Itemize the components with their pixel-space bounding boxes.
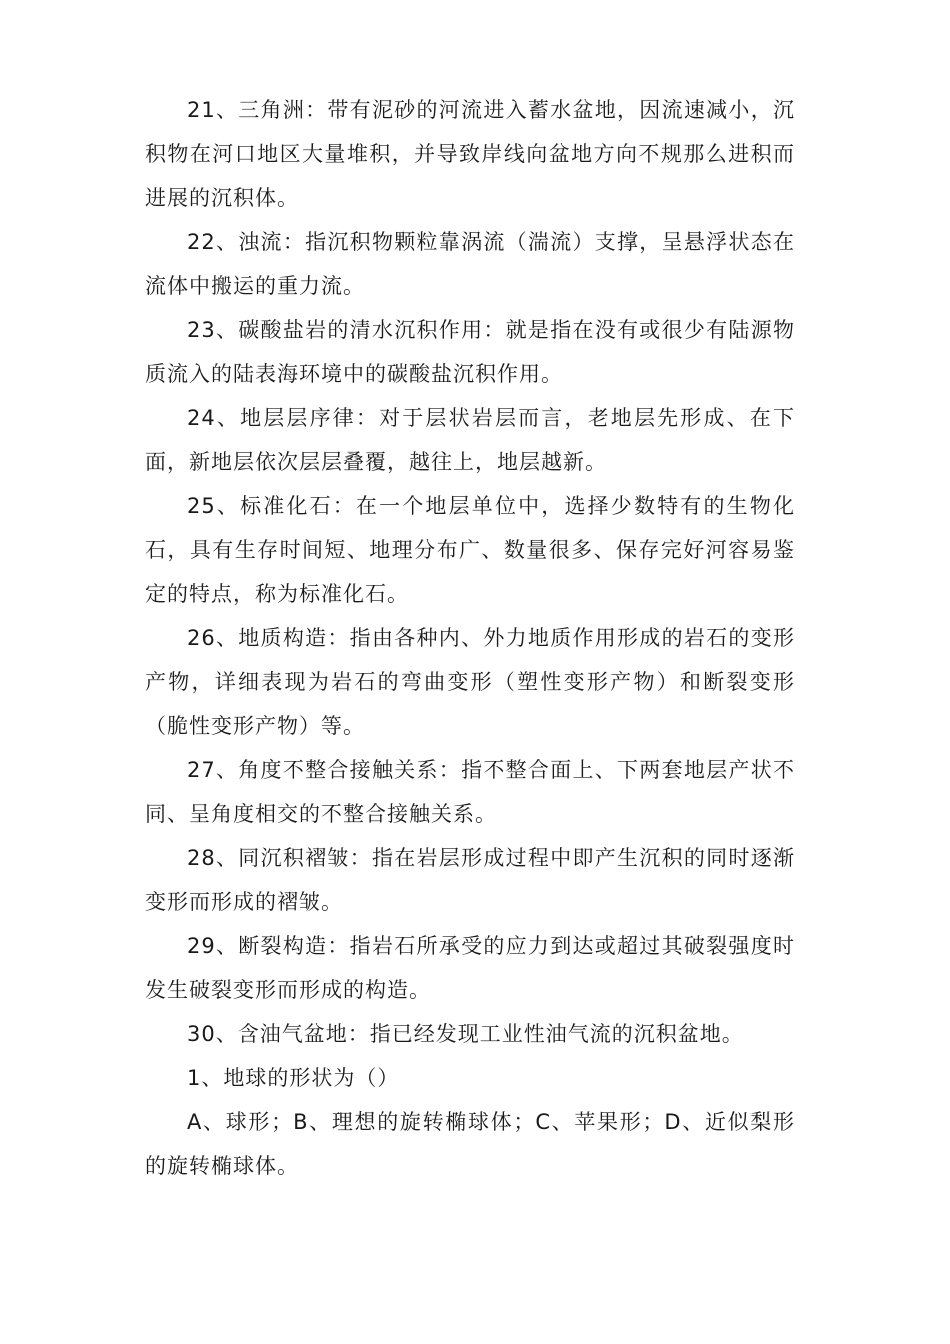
paragraph-21-delta: 21、三角洲：带有泥砂的河流进入蓄水盆地，因流速减小，沉积物在河口地区大量堆积，并导致岸线向盆地方向不规那么进积而进展的沉积体。 (145, 98, 795, 210)
paragraph-26-geologic-structure: 26、地质构造：指由各种内、外力地质作用形成的岩石的变形产物，详细表现为岩石的弯曲变形（塑性变形产物）和断裂变形（脆性变形产物）等。 (145, 626, 795, 738)
paragraph-30-petroliferous-basin: 30、含油气盆地：指已经发现工业性油气流的沉积盆地。 (187, 1022, 744, 1046)
question-1-options: A、球形；B、理想的旋转椭球体；C、苹果形；D、近似梨形的旋转椭球体。 (145, 1110, 795, 1178)
paragraph-27-angular-unconformity: 27、角度不整合接触关系：指不整合面上、下两套地层产状不同、呈角度相交的不整合接触关系。 (145, 758, 795, 826)
paragraph-24-stratigraphic-law: 24、地层层序律：对于层状岩层而言，老地层先形成、在下面，新地层依次层层叠覆，越往上，地层越新。 (145, 406, 795, 474)
paragraph-28-syn-depositional-fold: 28、同沉积褶皱：指在岩层形成过程中即产生沉积的同时逐渐变形而形成的褶皱。 (145, 846, 795, 914)
question-1: 1、地球的形状为（） (187, 1066, 400, 1090)
paragraph-22-turbidity-current: 22、浊流：指沉积物颗粒靠涡流（湍流）支撑，呈悬浮状态在流体中搬运的重力流。 (145, 230, 795, 298)
paragraph-25-index-fossil: 25、标准化石：在一个地层单位中，选择少数特有的生物化石，具有生存时间短、地理分布广、数量很多、保存完好河容易鉴定的特点，称为标准化石。 (145, 494, 795, 606)
document-body (145, 88, 795, 1188)
paragraph-23-carbonate-clear-water: 23、碳酸盐岩的清水沉积作用：就是指在没有或很少有陆源物质流入的陆表海环境中的碳酸盐沉积作用。 (145, 318, 795, 386)
paragraph-29-fault-structure: 29、断裂构造：指岩石所承受的应力到达或超过其破裂强度时发生破裂变形而形成的构造。 (145, 934, 795, 1002)
